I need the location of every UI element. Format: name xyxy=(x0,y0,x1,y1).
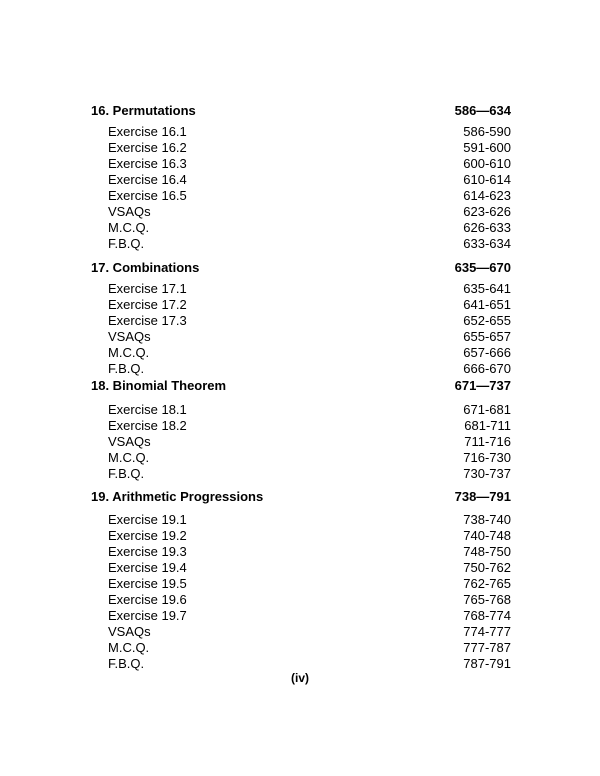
entry-page-range: 730-737 xyxy=(463,466,511,481)
entry-page-range: 633-634 xyxy=(463,236,511,251)
entry-page-range: 774-777 xyxy=(463,624,511,639)
entry-page-range: 765-768 xyxy=(463,592,511,607)
entry-label: VSAQs xyxy=(108,624,151,639)
list-item xyxy=(0,608,600,624)
list-item xyxy=(0,624,600,640)
chapter-page-range: 586—634 xyxy=(454,103,511,118)
list-item xyxy=(0,313,600,329)
list-item xyxy=(0,156,600,172)
chapter-heading xyxy=(0,378,600,394)
entry-page-range: 657-666 xyxy=(463,345,511,360)
entry-label: M.C.Q. xyxy=(108,220,150,235)
chapter-page-range: 738—791 xyxy=(454,489,511,504)
chapter-heading xyxy=(0,489,600,505)
entry-label: Exercise 19.5 xyxy=(108,576,187,591)
entry-page-range: 591-600 xyxy=(463,140,511,155)
list-item xyxy=(0,220,600,236)
list-item xyxy=(0,528,600,544)
entry-page-range: 787-791 xyxy=(463,656,511,671)
entry-page-range: 600-610 xyxy=(463,156,511,171)
entry-label: Exercise 19.6 xyxy=(108,592,187,607)
entry-label: F.B.Q. xyxy=(108,236,145,251)
chapter-title: 16. Permutations xyxy=(91,103,196,118)
entry-page-range: 666-670 xyxy=(463,361,511,376)
entry-label: M.C.Q. xyxy=(108,640,150,655)
entry-page-range: 750-762 xyxy=(463,560,511,575)
list-item xyxy=(0,329,600,345)
entry-label: F.B.Q. xyxy=(108,466,145,481)
entry-page-range: 681-711 xyxy=(464,418,511,433)
list-item xyxy=(0,576,600,592)
page-number: (iv) xyxy=(291,671,309,685)
chapter-page-range: 635—670 xyxy=(454,260,511,275)
list-item xyxy=(0,450,600,466)
entry-label: M.C.Q. xyxy=(108,345,150,360)
chapter-title: 19. Arithmetic Progressions xyxy=(91,489,264,504)
entry-page-range: 614-623 xyxy=(463,188,511,203)
list-item xyxy=(0,236,600,252)
list-item xyxy=(0,592,600,608)
list-item xyxy=(0,361,600,377)
entry-page-range: 768-774 xyxy=(463,608,511,623)
entry-label: Exercise 17.3 xyxy=(108,313,187,328)
list-item xyxy=(0,402,600,418)
entry-label: F.B.Q. xyxy=(108,656,145,671)
list-item xyxy=(0,297,600,313)
entry-label: VSAQs xyxy=(108,204,151,219)
list-item xyxy=(0,466,600,482)
entry-label: Exercise 19.7 xyxy=(108,608,187,623)
list-item xyxy=(0,124,600,140)
entry-label: Exercise 17.2 xyxy=(108,297,187,312)
list-item xyxy=(0,434,600,450)
entry-page-range: 777-787 xyxy=(463,640,511,655)
list-item xyxy=(0,204,600,220)
list-item xyxy=(0,345,600,361)
entry-page-range: 635-641 xyxy=(463,281,511,296)
entry-label: F.B.Q. xyxy=(108,361,145,376)
list-item xyxy=(0,418,600,434)
entry-page-range: 626-633 xyxy=(463,220,511,235)
chapter-heading xyxy=(0,103,600,119)
entry-page-range: 711-716 xyxy=(464,434,511,449)
entry-page-range: 762-765 xyxy=(463,576,511,591)
list-item xyxy=(0,281,600,297)
list-item xyxy=(0,544,600,560)
entry-label: Exercise 17.1 xyxy=(108,281,187,296)
entry-label: Exercise 19.3 xyxy=(108,544,187,559)
list-item xyxy=(0,140,600,156)
entry-label: Exercise 16.5 xyxy=(108,188,187,203)
entry-page-range: 748-750 xyxy=(463,544,511,559)
entry-page-range: 740-748 xyxy=(463,528,511,543)
entry-label: Exercise 16.1 xyxy=(108,124,187,139)
entry-page-range: 586-590 xyxy=(463,124,511,139)
entry-label: Exercise 18.2 xyxy=(108,418,187,433)
chapter-heading xyxy=(0,260,600,276)
entry-page-range: 610-614 xyxy=(463,172,511,187)
list-item xyxy=(0,188,600,204)
entry-label: VSAQs xyxy=(108,329,151,344)
entry-label: Exercise 16.4 xyxy=(108,172,187,187)
entry-label: Exercise 19.4 xyxy=(108,560,187,575)
list-item xyxy=(0,512,600,528)
chapter-page-range: 671—737 xyxy=(454,378,511,393)
entry-page-range: 738-740 xyxy=(463,512,511,527)
list-item xyxy=(0,640,600,656)
entry-page-range: 716-730 xyxy=(463,450,511,465)
entry-label: Exercise 16.2 xyxy=(108,140,187,155)
entry-page-range: 641-651 xyxy=(463,297,511,312)
entry-label: Exercise 18.1 xyxy=(108,402,187,417)
entry-page-range: 623-626 xyxy=(463,204,511,219)
chapter-title: 17. Combinations xyxy=(91,260,200,275)
entry-label: VSAQs xyxy=(108,434,151,449)
entry-page-range: 655-657 xyxy=(463,329,511,344)
list-item xyxy=(0,172,600,188)
entry-label: M.C.Q. xyxy=(108,450,150,465)
entry-label: Exercise 19.1 xyxy=(108,512,187,527)
chapter-title: 18. Binomial Theorem xyxy=(91,378,227,393)
entry-page-range: 671-681 xyxy=(463,402,511,417)
entry-page-range: 652-655 xyxy=(463,313,511,328)
entry-label: Exercise 19.2 xyxy=(108,528,187,543)
entry-label: Exercise 16.3 xyxy=(108,156,187,171)
list-item xyxy=(0,560,600,576)
